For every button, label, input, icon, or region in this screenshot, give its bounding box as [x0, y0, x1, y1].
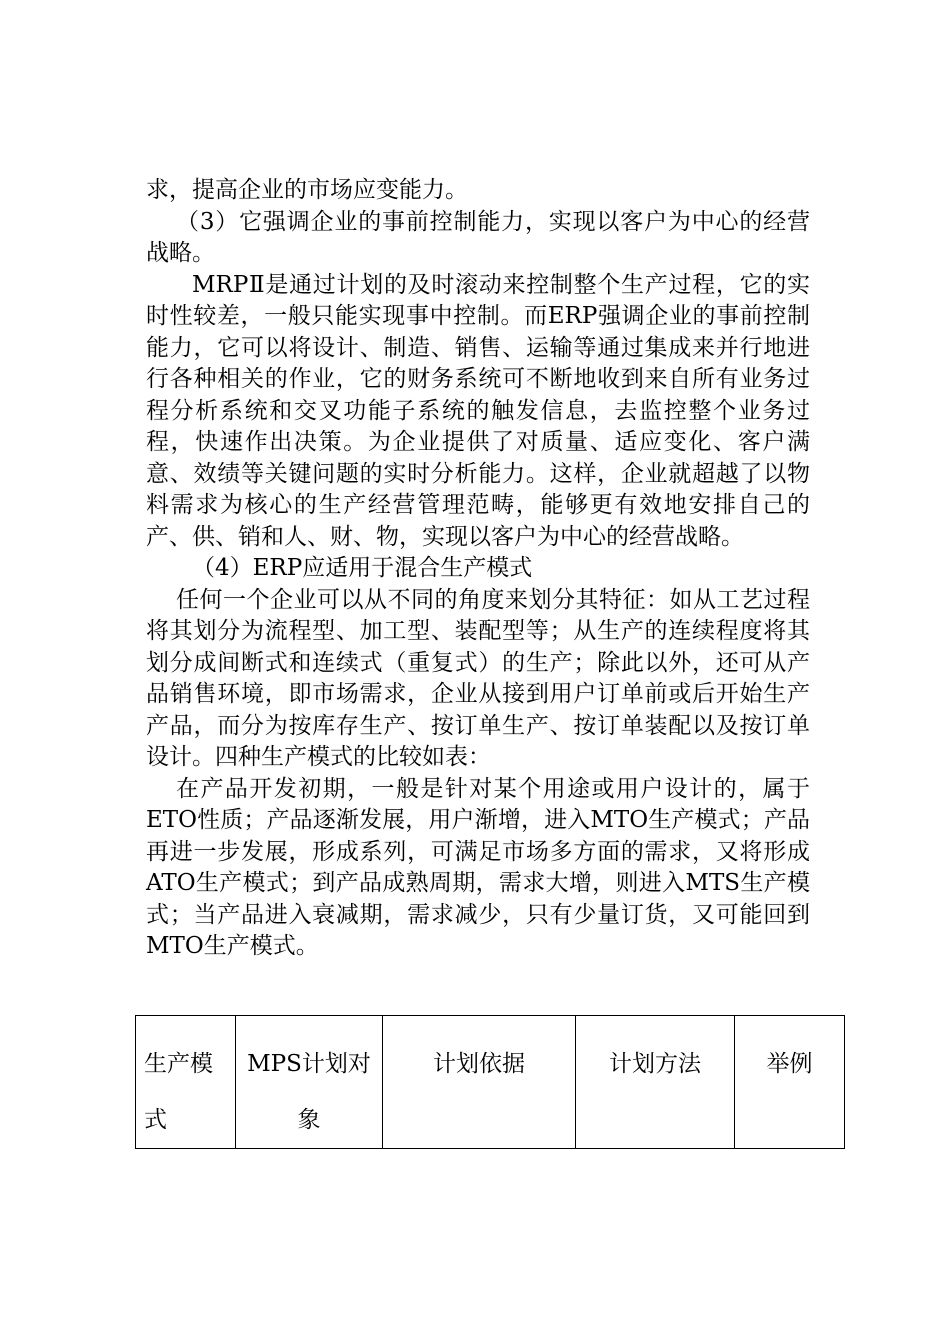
production-mode-table — [135, 1015, 845, 1149]
paragraph-4: （4）ERP应适用于混合生产模式 — [192, 555, 533, 581]
header-plan-basis: 计划依据 — [383, 1016, 576, 1149]
table-header-row — [136, 1016, 845, 1149]
paragraph-5: 任何一个企业可以从不同的角度来划分其特征：如从工艺过程将其划分为流程型、加工型、装配型等；从生产的连续程度将其划分成间断式和连续式（重复式）的生产；除此以外，还可从产品销售环境，即市场需求，企业从接到用户订单前或后开始生产产品，而分为按库存生产、按订单生产、按订单装配以及按订单设计。四种生产模式的比较如表： — [146, 586, 810, 770]
header-production-mode: 生产模式 — [136, 1016, 236, 1149]
header-plan-method: 计划方法 — [576, 1016, 735, 1149]
body-text — [146, 175, 810, 963]
paragraph-6: 在产品开发初期，一般是针对某个用途或用户设计的，属于ETO性质；产品逐渐发展，用户渐增，进入MTO生产模式；产品再进一步发展，形成系列，可满足市场多方面的需求，又将形成ATO生产模式；到产品成熟周期，需求大增，则进入MTS生产模式；当产品进入衰减期，需求减少，只有少量订货，又可能回到MTO生产模式。 — [146, 775, 810, 959]
header-example: 举例 — [735, 1016, 845, 1149]
paragraph-3: MRPⅡ是通过计划的及时滚动来控制整个生产过程，它的实时性较差，一般只能实现事中控制。而ERP强调企业的事前控制能力，它可以将设计、制造、销售、运输等通过集成来并行地进行各种相关的作业，它的财务系统可不断地收到来自所有业务过程分析系统和交叉功能子系统的触发信息，去监控整个业务过程，快速作出决策。为企业提供了对质量、适应变化、客户满意、效绩等关键问题的实时分析能力。这样，企业就超越了以物料需求为核心的生产经营管理范畴，能够更有效地安排自己的产、供、销和人、财、物，实现以客户为中心的经营战略。 — [146, 271, 810, 550]
paragraph-2: （3）它强调企业的事前控制能力，实现以客户为中心的经营战略。 — [146, 208, 810, 266]
header-mps-object: MPS计划对象 — [236, 1016, 383, 1149]
paragraph-1: 求，提高企业的市场应变能力。 — [146, 177, 468, 203]
